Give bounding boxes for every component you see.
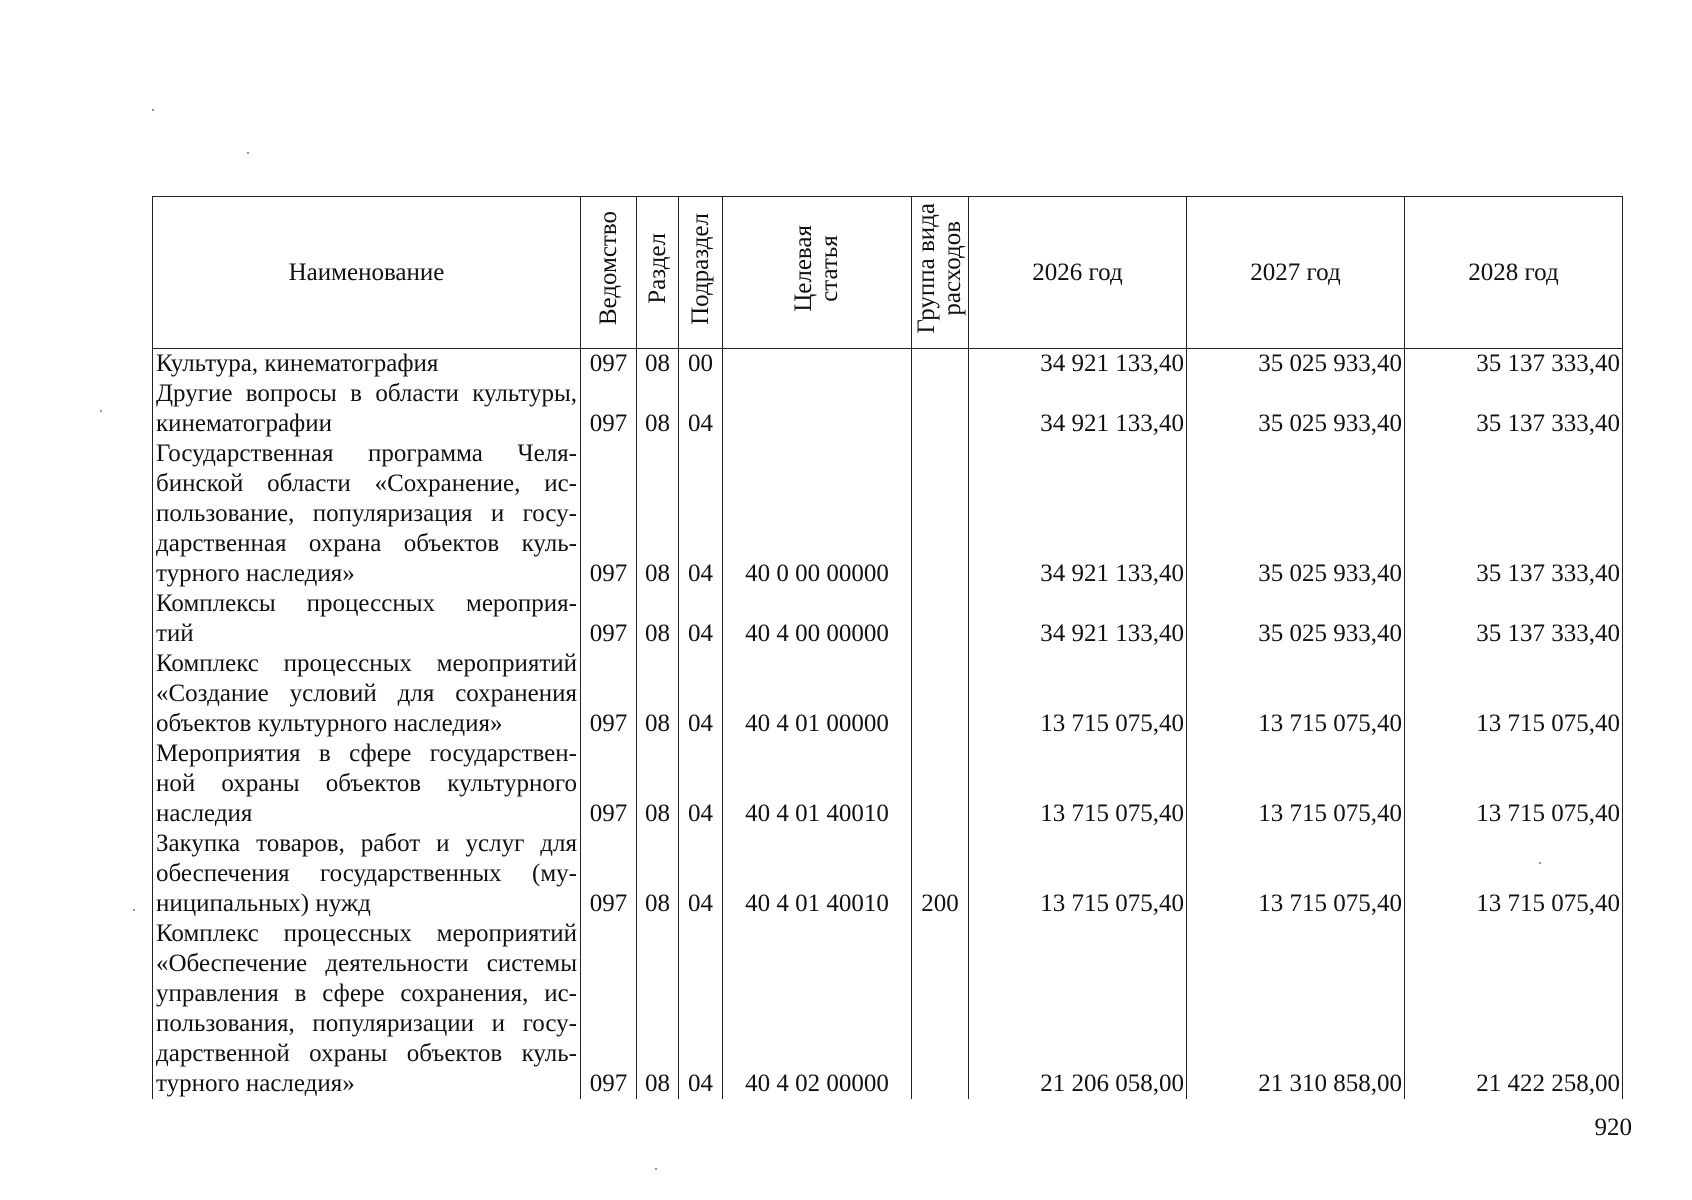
row-name-line: ной охраны объектов культурного xyxy=(156,770,577,797)
row-name-line: пользование, популяризация и госу- xyxy=(156,500,577,527)
row-name-line: Комплекс процессных мероприятий xyxy=(156,920,577,947)
row-celevaya-statya-cell: 40 4 01 00000 xyxy=(723,649,912,739)
row-celevaya-statya-cell xyxy=(723,379,912,439)
row-name-line: Мероприятия в сфере государствен- xyxy=(156,740,577,767)
row-vedomstvo-cell: 097 xyxy=(581,829,637,919)
row-gruppa-cell xyxy=(912,439,969,589)
row-celevaya-statya-cell: 40 4 00 00000 xyxy=(723,589,912,649)
row-name-line: пользования, популяризации и госу- xyxy=(156,1010,577,1037)
row-amount-2027-cell: 35 025 933,40 xyxy=(1187,439,1405,589)
row-razdel-cell: 08 xyxy=(637,649,679,739)
row-amount-2026-cell: 13 715 075,40 xyxy=(969,649,1187,739)
header-year-2028: 2028 год xyxy=(1405,197,1623,349)
header-year-2026: 2026 год xyxy=(969,197,1187,349)
row-amount-2027-cell: 21 310 858,00 xyxy=(1187,919,1405,1099)
row-name-line: объектов культурного наследия» xyxy=(156,710,503,737)
row-amount-2028-cell: 21 422 258,00 xyxy=(1405,919,1623,1099)
row-amount-2028-cell: 13 715 075,40 xyxy=(1405,649,1623,739)
row-razdel-cell: 08 xyxy=(637,919,679,1099)
row-name-cell xyxy=(153,649,581,739)
row-name-line: наследия xyxy=(156,800,253,827)
row-name-line: кинематографии xyxy=(156,410,333,437)
row-celevaya-statya-cell xyxy=(723,349,912,380)
row-name-line: дарственной охраны объектов куль- xyxy=(156,1040,577,1067)
row-amount-2026-cell: 21 206 058,00 xyxy=(969,919,1187,1099)
row-name-line: управления в сфере сохранения, ис- xyxy=(156,980,577,1007)
row-gruppa-cell xyxy=(912,589,969,649)
row-amount-2028-cell: 35 137 333,40 xyxy=(1405,349,1623,380)
row-amount-2026-cell: 13 715 075,40 xyxy=(969,739,1187,829)
row-name-line: Закупка товаров, работ и услуг для xyxy=(156,830,577,857)
row-gruppa-cell: 200 xyxy=(912,829,969,919)
row-name-line: «Обеспечение деятельности системы xyxy=(156,950,577,977)
row-podrazdel-cell: 00 xyxy=(679,349,723,380)
row-podrazdel-cell: 04 xyxy=(679,919,723,1099)
header-year-2027: 2027 год xyxy=(1187,197,1405,349)
row-name-cell xyxy=(153,379,581,439)
table-row xyxy=(153,439,1623,589)
row-name-line: ниципальных) нужд xyxy=(156,890,371,917)
row-razdel-cell: 08 xyxy=(637,829,679,919)
header-row xyxy=(153,197,1623,349)
row-name-line: Культура, кинематография xyxy=(156,350,439,377)
row-vedomstvo-cell: 097 xyxy=(581,349,637,380)
header-vedomstvo: Ведомство xyxy=(581,197,637,349)
row-name-line: тий xyxy=(156,620,194,647)
row-gruppa-cell xyxy=(912,649,969,739)
row-name-line: турного наследия» xyxy=(156,1070,355,1097)
row-amount-2026-cell: 34 921 133,40 xyxy=(969,589,1187,649)
row-podrazdel-cell: 04 xyxy=(679,739,723,829)
row-name-cell xyxy=(153,739,581,829)
row-celevaya-statya-cell: 40 0 00 00000 xyxy=(723,439,912,589)
row-name-line: дарственная охрана объектов куль- xyxy=(156,530,577,557)
row-razdel-cell: 08 xyxy=(637,349,679,380)
row-gruppa-cell xyxy=(912,379,969,439)
row-amount-2028-cell: 13 715 075,40 xyxy=(1405,829,1623,919)
scan-speck xyxy=(100,410,102,412)
row-name-line: обеспечения государственных (му- xyxy=(156,860,577,887)
row-amount-2026-cell: 34 921 133,40 xyxy=(969,439,1187,589)
row-amount-2027-cell: 35 025 933,40 xyxy=(1187,349,1405,380)
table-row xyxy=(153,919,1623,1099)
table-row xyxy=(153,349,1623,380)
row-name-cell xyxy=(153,589,581,649)
row-name-cell xyxy=(153,919,581,1099)
scan-speck xyxy=(133,909,135,911)
row-gruppa-cell xyxy=(912,739,969,829)
row-name-line: Комплексы процессных мероприя- xyxy=(156,590,577,617)
table-body xyxy=(153,349,1623,1100)
row-amount-2028-cell: 35 137 333,40 xyxy=(1405,379,1623,439)
row-razdel-cell: 08 xyxy=(637,739,679,829)
row-name-line: турного наследия» xyxy=(156,560,355,587)
row-amount-2028-cell: 35 137 333,40 xyxy=(1405,589,1623,649)
row-celevaya-statya-cell: 40 4 01 40010 xyxy=(723,829,912,919)
scan-speck xyxy=(247,152,249,154)
row-name-cell xyxy=(153,439,581,589)
row-celevaya-statya-cell: 40 4 02 00000 xyxy=(723,919,912,1099)
row-vedomstvo-cell: 097 xyxy=(581,649,637,739)
row-podrazdel-cell: 04 xyxy=(679,379,723,439)
row-podrazdel-cell: 04 xyxy=(679,649,723,739)
row-amount-2026-cell: 34 921 133,40 xyxy=(969,379,1187,439)
row-razdel-cell: 08 xyxy=(637,589,679,649)
row-vedomstvo-cell: 097 xyxy=(581,919,637,1099)
row-celevaya-statya-cell: 40 4 01 40010 xyxy=(723,739,912,829)
row-gruppa-cell xyxy=(912,919,969,1099)
row-amount-2028-cell: 35 137 333,40 xyxy=(1405,439,1623,589)
scan-speck xyxy=(655,1168,657,1170)
row-amount-2026-cell: 13 715 075,40 xyxy=(969,829,1187,919)
row-razdel-cell: 08 xyxy=(637,439,679,589)
header-name: Наименование xyxy=(153,197,581,349)
row-gruppa-cell xyxy=(912,349,969,380)
header-razdel: Раздел xyxy=(637,197,679,349)
row-podrazdel-cell: 04 xyxy=(679,439,723,589)
row-vedomstvo-cell: 097 xyxy=(581,739,637,829)
row-name-line: Государственная программа Челя- xyxy=(156,440,577,467)
row-name-cell xyxy=(153,349,581,380)
row-name-line: «Создание условий для сохранения xyxy=(156,680,577,707)
table-header xyxy=(153,197,1623,349)
table-row xyxy=(153,649,1623,739)
row-name-line: Комплекс процессных мероприятий xyxy=(156,650,577,677)
row-amount-2027-cell: 13 715 075,40 xyxy=(1187,739,1405,829)
table-row xyxy=(153,829,1623,919)
row-vedomstvo-cell: 097 xyxy=(581,439,637,589)
header-podrazdel: Подраздел xyxy=(679,197,723,349)
header-celevaya-statya: Целевая статья xyxy=(723,197,912,349)
budget-table xyxy=(152,196,1623,1099)
row-amount-2027-cell: 13 715 075,40 xyxy=(1187,649,1405,739)
row-podrazdel-cell: 04 xyxy=(679,589,723,649)
scan-speck xyxy=(1539,862,1541,864)
row-vedomstvo-cell: 097 xyxy=(581,379,637,439)
row-vedomstvo-cell: 097 xyxy=(581,589,637,649)
row-amount-2026-cell: 34 921 133,40 xyxy=(969,349,1187,380)
row-razdel-cell: 08 xyxy=(637,379,679,439)
table-row xyxy=(153,589,1623,649)
row-name-cell xyxy=(153,829,581,919)
row-amount-2027-cell: 13 715 075,40 xyxy=(1187,829,1405,919)
row-podrazdel-cell: 04 xyxy=(679,829,723,919)
scan-speck xyxy=(152,109,154,111)
table-row xyxy=(153,379,1623,439)
header-gruppa-vida-rashodov: Группа вида расходов xyxy=(912,197,969,349)
row-amount-2027-cell: 35 025 933,40 xyxy=(1187,379,1405,439)
row-amount-2028-cell: 13 715 075,40 xyxy=(1405,739,1623,829)
row-name-line: Другие вопросы в области культуры, xyxy=(156,380,577,407)
page-number: 920 xyxy=(1594,1114,1632,1141)
row-amount-2027-cell: 35 025 933,40 xyxy=(1187,589,1405,649)
row-name-line: бинской области «Сохранение, ис- xyxy=(156,470,577,497)
table-row xyxy=(153,739,1623,829)
